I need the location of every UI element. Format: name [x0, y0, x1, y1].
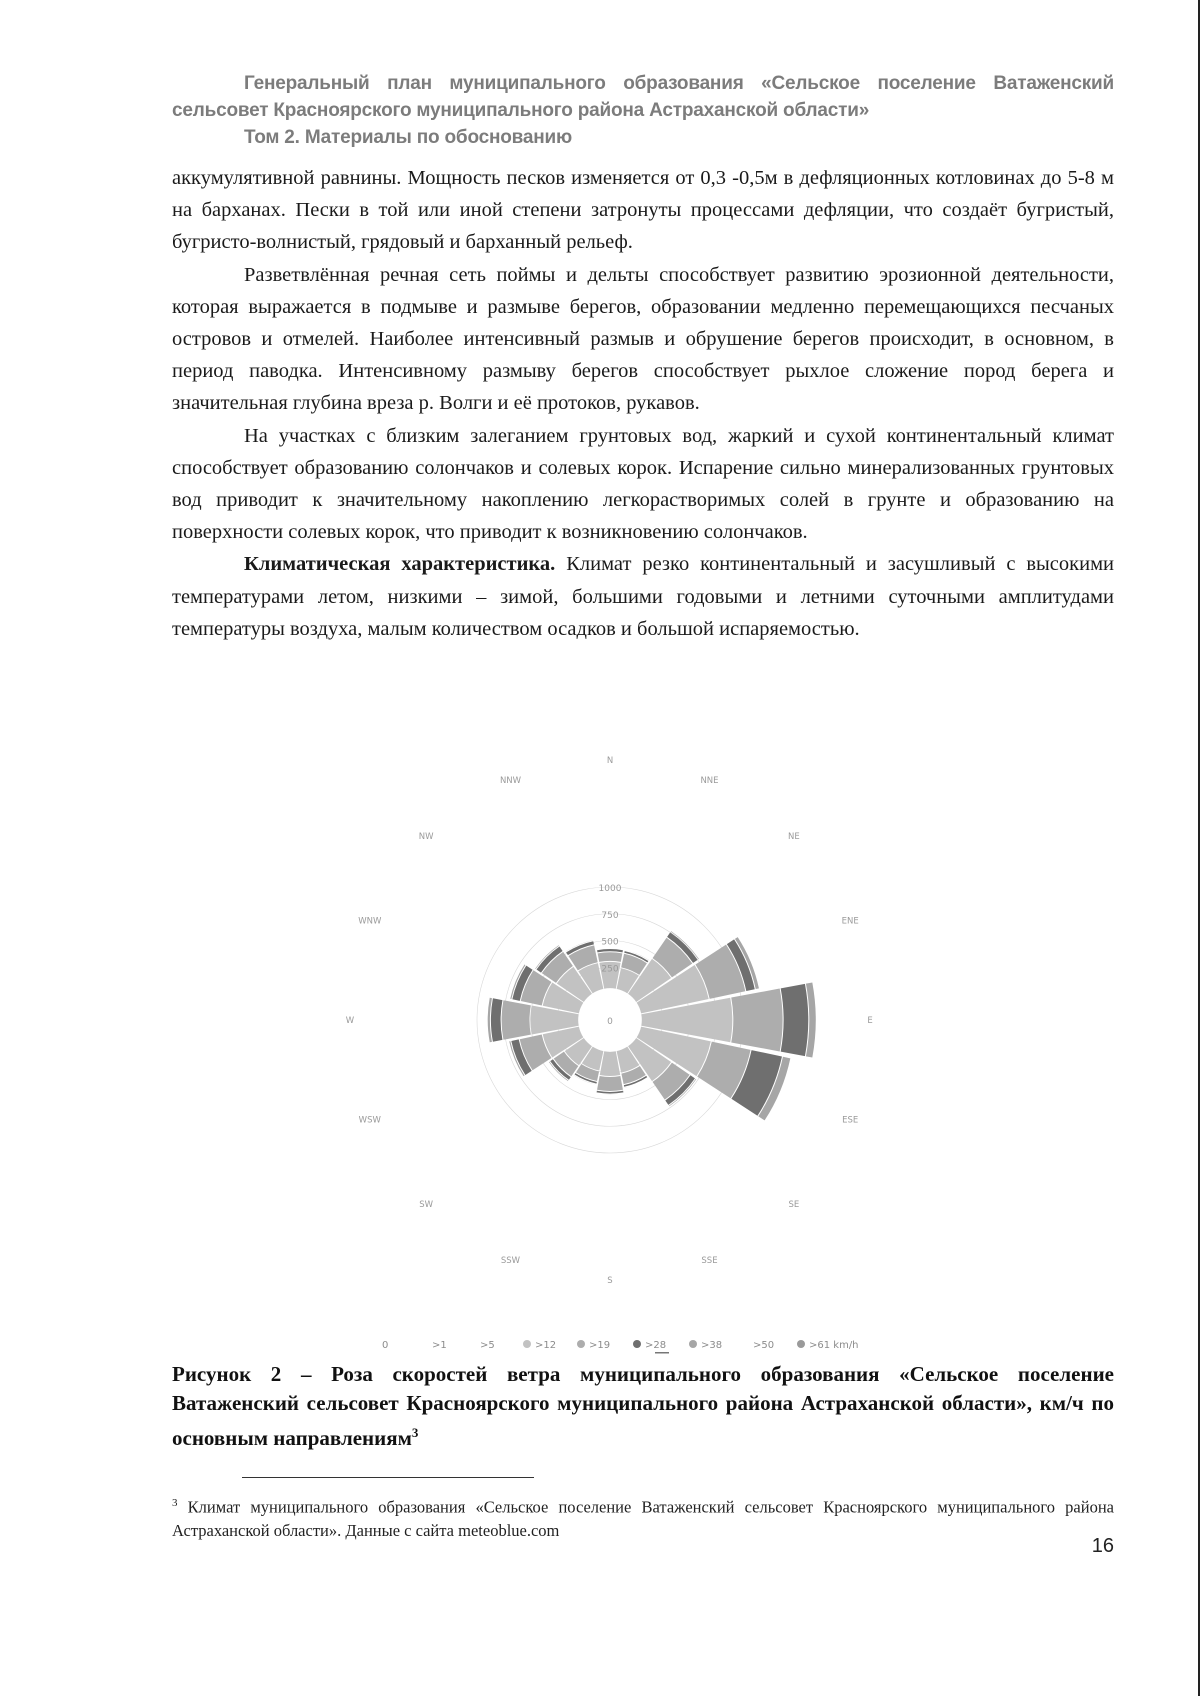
petal-e-bin-5 — [781, 984, 809, 1056]
body-text — [172, 162, 1114, 645]
direction-label: NE — [787, 832, 800, 843]
legend-swatch — [633, 1340, 641, 1348]
petal-w-bin-0 — [579, 1014, 583, 1025]
figure-caption-text: Рисунок 2 – Роза скоростей ветра муниципального образования «Сельское поселение Ватаженский сельсовет Красноярского муниципального района Астраханской области», км/ч по основным направлениям — [172, 1362, 1114, 1450]
paragraph-1: аккумулятивной равнины. Мощность песков изменяется от 0,3 -0,5м в дефляционных котловинах до 5-8 м на барханах. Пески в той или иной степени затронуты процессами дефляции, что создаёт бугристый, бугристо-волнистый, грядовый и барханный рельеф. — [172, 167, 1114, 254]
direction-label: NW — [418, 832, 434, 843]
legend-swatch — [577, 1340, 585, 1348]
figure-caption — [172, 1360, 1114, 1453]
paragraph-4 — [172, 548, 1114, 645]
direction-label: W — [345, 1016, 355, 1026]
paragraph-3: На участках с близким залеганием грунтовых вод, жаркий и сухой континентальный климат способствует образованию солончаков и солевых корок. Испарение сильно минерализованных грунтовых вод приводит к значительному накоплению легкорастворимых солей в грунте и образованию на поверхности солевых корок, что приводит к возникновению солончаков. — [172, 424, 1114, 544]
footnote-mark: 3 — [172, 1497, 178, 1509]
petal-s-bin-4 — [597, 1076, 623, 1091]
legend-swatch — [689, 1340, 697, 1348]
footnote-text: Климат муниципального образования «Сельское поселение Ватаженский сельсовет Красноярского муниципального района Астраханской области». Данные с сайта meteoblue.com — [172, 1497, 1114, 1540]
legend-label: >28 — [645, 1340, 667, 1351]
legend-mark — [655, 1352, 669, 1354]
direction-label: ESE — [842, 1115, 859, 1126]
radial-tick-label: 0 — [607, 1017, 613, 1027]
direction-label: SSE — [701, 1256, 718, 1267]
climate-heading: Климатическая характеристика. — [244, 553, 556, 576]
petal-w-bin-5 — [491, 998, 503, 1041]
direction-label: SE — [788, 1199, 800, 1210]
direction-label: SW — [419, 1199, 434, 1210]
petal-w-bin-4 — [502, 1000, 531, 1040]
legend-label: >1 — [432, 1340, 447, 1351]
petal-s-bin-5 — [597, 1091, 624, 1094]
petal-n-bin-5 — [597, 949, 623, 952]
climate-text: Климат резко континентальный и засушливый с высокими температурами летом, низкими – зимой, большими годовыми и летними суточными амплитудами температуры воздуха, малым количеством осадков и большой испаряемостью. — [172, 553, 1115, 640]
radial-tick-label: 1000 — [598, 884, 622, 894]
petal-n-bin-4 — [598, 952, 623, 962]
direction-label: WSW — [358, 1115, 381, 1126]
petal-s-bin-0 — [604, 1047, 615, 1051]
direction-label: N — [606, 756, 614, 766]
legend-label: >61 km/h — [809, 1340, 859, 1351]
legend-swatch — [797, 1340, 805, 1348]
legend-label: >19 — [589, 1340, 611, 1351]
direction-label: ENE — [841, 916, 859, 927]
direction-label: E — [867, 1016, 873, 1026]
direction-label: SSW — [500, 1256, 521, 1267]
direction-label: S — [607, 1276, 613, 1286]
header-line-2: сельсовет Красноярского муниципального района Астраханской области» — [172, 100, 870, 121]
radial-tick-label: 750 — [601, 910, 619, 921]
footnote-separator — [242, 1477, 534, 1478]
direction-label: WNW — [358, 916, 382, 927]
paragraph-2: Разветвлённая речная сеть поймы и дельты способствует развитию эрозионной деятельности, которая выражается в подмыве и размыве берегов, образовании медленно перемещающихся песчаных островов и отмелей. Наиболее интенсивный размыв и обрушение берегов происходит, в основном, в период паводка. Интенсивному размыву берегов способствует рыхлое сложение пород берега и значительная глубина вреза р. Волги и её протоков, рукавов. — [172, 263, 1114, 415]
wind-rose-chart — [320, 740, 900, 1362]
page-number: 16 — [1091, 1535, 1114, 1557]
radial-tick-label: 250 — [601, 964, 619, 975]
footnote-reference: 3 — [411, 1425, 419, 1440]
header-line-1: Генеральный план муниципального образования «Сельское поселение Ватаженский — [244, 73, 1114, 94]
footnote — [172, 1492, 1114, 1542]
direction-label: NNE — [700, 775, 719, 786]
legend-label: 0 — [382, 1340, 389, 1351]
running-header — [172, 70, 1114, 151]
legend-label: >12 — [535, 1340, 557, 1351]
petal-e-bin-0 — [637, 1014, 641, 1025]
radial-tick-label: 500 — [601, 937, 619, 948]
petal-e-bin-4 — [731, 989, 782, 1052]
header-line-3: Том 2. Материалы по обоснованию — [244, 127, 573, 148]
petal-n-bin-0 — [604, 989, 615, 993]
legend-label: >50 — [753, 1340, 775, 1351]
legend-label: >5 — [480, 1340, 495, 1351]
petal-s-bin-3 — [600, 1051, 620, 1076]
direction-label: NNW — [499, 775, 522, 786]
legend-label: >38 — [701, 1340, 723, 1351]
legend-swatch — [523, 1340, 531, 1348]
